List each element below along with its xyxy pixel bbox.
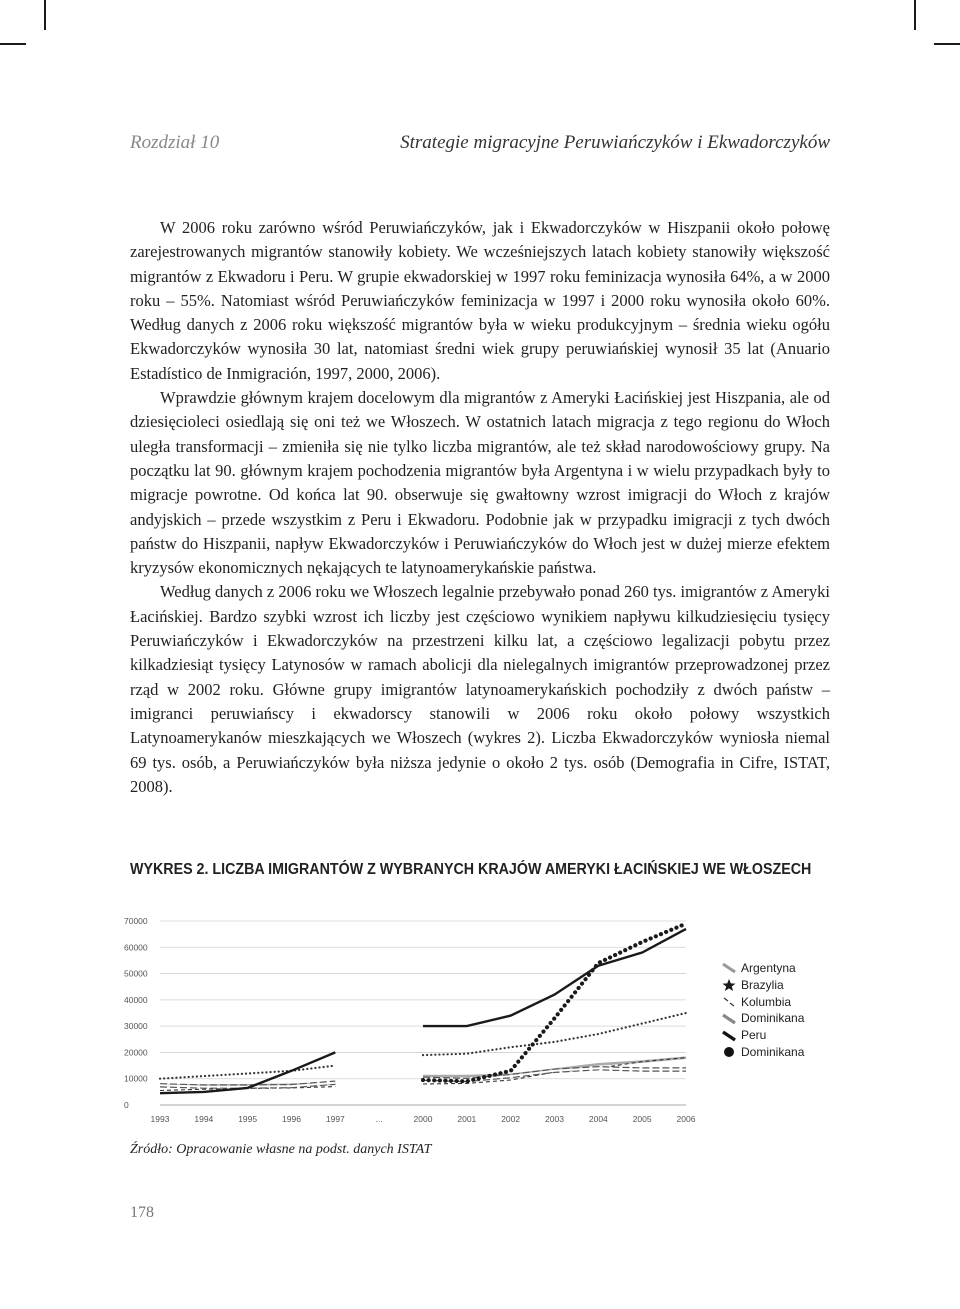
x-tick-label: 2000 (413, 1114, 433, 1124)
y-tick-label: 10000 (124, 1073, 148, 1084)
x-tick-label: 1995 (238, 1114, 258, 1124)
chapter-label: Rozdział 10 (130, 132, 220, 153)
paragraph: Wprawdzie głównym krajem docelowym dla migrantów z Ameryki Łacińskiej jest Hiszpania, ale od dziesięcioleci osiedlają się oni też we Włoszech. W ostatnich latach migracja z tego regionu do Włoch uległa transformacji – zmieniła się nie tylko liczba migrantów, ale też skład narodowościowy grupy. Na początku lat 90. głównym krajem pochodzenia migrantów była Argentyna i w wielu przypadkach były to migracje powrotne. Od końca lat 90. obserwuje się gwałtowny wzrost imigracji do Włoch z krajów andyjskich – przede wszystkim z Peru i Ekwadoru. Podobnie jak w przypadku imigracji z tych dwóch państw do Hiszpanii, napływ Ekwadorczyków i Peruwiańczyków do Włoch jest w dużej mierze efektem kryzysów ekonomicznych nękających te latynoamerykańskie państwa. (130, 388, 830, 578)
legend-swatch-icon (722, 995, 736, 1009)
legend-label: Dominikana (741, 1011, 805, 1026)
series-line-0 (423, 1058, 686, 1076)
chapter-title: Strategie migracyjne Peruwiańczyków i Ekwadorczyków (400, 132, 830, 153)
y-tick-label: 60000 (124, 942, 148, 953)
chart-legend (722, 960, 832, 1061)
x-tick-label: ... (375, 1114, 383, 1124)
x-tick-label: 2005 (632, 1114, 652, 1124)
y-tick-label: 50000 (124, 968, 148, 979)
x-tick-label: 1994 (194, 1114, 214, 1124)
body-text (130, 216, 830, 799)
legend-item (722, 1027, 832, 1044)
legend-item (722, 977, 832, 994)
y-tick-label: 30000 (124, 1021, 148, 1032)
legend-swatch-icon (722, 978, 736, 992)
legend-swatch-icon (722, 1029, 736, 1043)
series-line-4 (423, 929, 686, 1026)
legend-item (722, 994, 832, 1011)
crop-mark (0, 43, 26, 45)
legend-item (722, 1010, 832, 1027)
y-tick-label: 40000 (124, 994, 148, 1005)
figure-source: Źródło: Opracowanie własne na podst. danych ISTAT (130, 1142, 432, 1157)
legend-label: Dominikana (741, 1044, 805, 1059)
x-tick-label: 2006 (676, 1114, 696, 1124)
x-tick-label: 2001 (457, 1114, 477, 1124)
legend-label: Peru (741, 1028, 767, 1043)
x-tick-label: 2002 (501, 1114, 521, 1124)
legend-item (722, 960, 832, 977)
page-number: 178 (130, 1204, 154, 1221)
x-tick-label: 2004 (588, 1114, 608, 1124)
legend-swatch-icon (722, 961, 736, 975)
y-tick-label: 70000 (124, 916, 148, 926)
figure-title: WYKRES 2. LICZBA IMIGRANTÓW Z WYBRANYCH KRAJÓW AMERYKI ŁACIŃSKIEJ WE WŁOSZECH (130, 861, 812, 878)
x-tick-label: 2003 (545, 1114, 564, 1124)
x-tick-label: 1993 (150, 1114, 170, 1124)
running-header (130, 132, 830, 156)
crop-mark (44, 0, 46, 30)
y-tick-label: 20000 (124, 1047, 148, 1058)
crop-mark (914, 0, 916, 30)
series-line-1 (160, 1066, 335, 1079)
legend-swatch-icon (722, 1045, 736, 1059)
legend-label: Kolumbia (741, 994, 792, 1009)
legend-swatch-icon (722, 1012, 736, 1026)
legend-label: Argentyna (741, 961, 796, 975)
paragraph: W 2006 roku zarówno wśród Peruwiańczyków, jak i Ekwadorczyków w Hiszpanii około połowę zarejestrowanych migrantów stanowiły kobiety. We wcześniejszych latach kobiety stanowiły większość migrantów z Ekwadoru i Peru. W grupie ekwadorskiej w 1997 roku feminizacja wynosiła 64%, a w 2000 roku – 55%. Natomiast wśród Peruwiańczyków feminizacja w 1997 i 2000 roku wynosiła około 60%. Według danych z 2006 roku większość migrantów była w wieku produkcyjnym – średnia wieku ogółu Ekwadorczyków wynosiła 30 lat, natomiast średni wiek grupy peruwiańskiej wynosił 35 lat (Anuario Estadístico de Inmigración, 1997, 2000, 2006). (130, 218, 830, 383)
series-line-3-inner (423, 1068, 686, 1080)
x-tick-label: 1997 (325, 1114, 345, 1124)
y-tick-label: 0 (124, 1100, 129, 1110)
x-tick-label: 1996 (282, 1114, 301, 1124)
paragraph: Według danych z 2006 roku we Włoszech legalnie przebywało ponad 260 tys. imigrantów z Ameryki Łacińskiej. Bardzo szybki wzrost ich liczby jest częściowo wynikiem napływu kilkudziesięciu tysięcy Peruwiańczyków i Ekwadorczyków na przestrzeni kilku lat, a częściowo legalizacji pobytu przez kilkadziesiąt tysięcy Latynosów w ramach abolicji dla nielegalnych imigrantów przeprowadzonej przez rząd w 2002 roku. Główne grupy imigrantów latynoamerykańskich pochodziły z dwóch państw – imigranci peruwiańscy i ekwadorscy stanowili w 2006 roku około połowy wszystkich Latynoamerykanów mieszkających we Włoszech (wykres 2). Liczba Ekwadorczyków wyniosła niemal 69 tys. osób, a Peruwiańczyków była niższa jedynie o około 2 tys. osób (Demografia in Cifre, ISTAT, 2008). (130, 582, 830, 796)
legend-item (722, 1044, 832, 1061)
crop-mark (934, 43, 960, 45)
legend-label: Brazylia (741, 977, 784, 992)
